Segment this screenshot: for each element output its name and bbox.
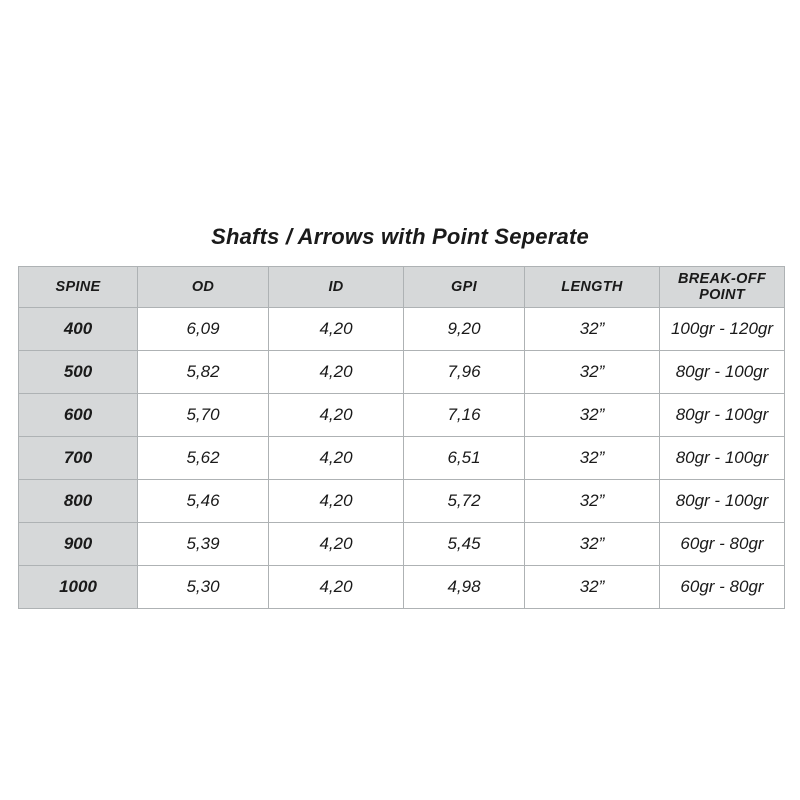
cell-length: 32” (525, 566, 660, 609)
cell-id: 4,20 (269, 437, 404, 480)
cell-od: 5,82 (138, 351, 269, 394)
cell-id: 4,20 (269, 480, 404, 523)
table-row (19, 308, 785, 351)
table-header (19, 267, 785, 308)
cell-spine: 400 (19, 308, 138, 351)
column-header-spine: SPINE (19, 267, 138, 308)
cell-length: 32” (525, 480, 660, 523)
cell-gpi: 6,51 (404, 437, 525, 480)
cell-gpi: 5,72 (404, 480, 525, 523)
cell-id: 4,20 (269, 566, 404, 609)
table-header-row (19, 267, 785, 308)
column-header-od: OD (138, 267, 269, 308)
page-title: Shafts / Arrows with Point Seperate (211, 224, 589, 249)
cell-spine: 900 (19, 523, 138, 566)
cell-id: 4,20 (269, 394, 404, 437)
column-header-length: LENGTH (525, 267, 660, 308)
cell-od: 5,70 (138, 394, 269, 437)
cell-break-off-point: 60gr - 80gr (660, 566, 785, 609)
cell-gpi: 5,45 (404, 523, 525, 566)
cell-gpi: 7,96 (404, 351, 525, 394)
cell-length: 32” (525, 523, 660, 566)
cell-break-off-point: 80gr - 100gr (660, 351, 785, 394)
cell-length: 32” (525, 394, 660, 437)
column-header-gpi: GPI (404, 267, 525, 308)
cell-spine: 800 (19, 480, 138, 523)
column-header-break-off-point-line1: BREAK-OFF (677, 270, 767, 287)
spec-table (18, 266, 785, 609)
cell-break-off-point: 80gr - 100gr (660, 394, 785, 437)
spec-table-container (18, 266, 784, 609)
column-header-id: ID (269, 267, 404, 308)
table-row (19, 394, 785, 437)
cell-spine: 1000 (19, 566, 138, 609)
table-body (19, 308, 785, 609)
cell-spine: 600 (19, 394, 138, 437)
cell-od: 5,39 (138, 523, 269, 566)
cell-break-off-point: 80gr - 100gr (660, 437, 785, 480)
cell-od: 6,09 (138, 308, 269, 351)
column-header-break-off-point (660, 267, 785, 308)
cell-id: 4,20 (269, 523, 404, 566)
cell-od: 5,62 (138, 437, 269, 480)
cell-od: 5,46 (138, 480, 269, 523)
cell-break-off-point: 100gr - 120gr (660, 308, 785, 351)
cell-spine: 500 (19, 351, 138, 394)
cell-length: 32” (525, 308, 660, 351)
cell-gpi: 7,16 (404, 394, 525, 437)
cell-id: 4,20 (269, 308, 404, 351)
table-row (19, 566, 785, 609)
cell-gpi: 4,98 (404, 566, 525, 609)
table-row (19, 437, 785, 480)
cell-length: 32” (525, 351, 660, 394)
column-header-break-off-point-line2: POINT (699, 287, 745, 303)
cell-gpi: 9,20 (404, 308, 525, 351)
table-row (19, 480, 785, 523)
cell-id: 4,20 (269, 351, 404, 394)
cell-break-off-point: 60gr - 80gr (660, 523, 785, 566)
cell-length: 32” (525, 437, 660, 480)
cell-spine: 700 (19, 437, 138, 480)
cell-od: 5,30 (138, 566, 269, 609)
table-row (19, 351, 785, 394)
cell-break-off-point: 80gr - 100gr (660, 480, 785, 523)
table-row (19, 523, 785, 566)
